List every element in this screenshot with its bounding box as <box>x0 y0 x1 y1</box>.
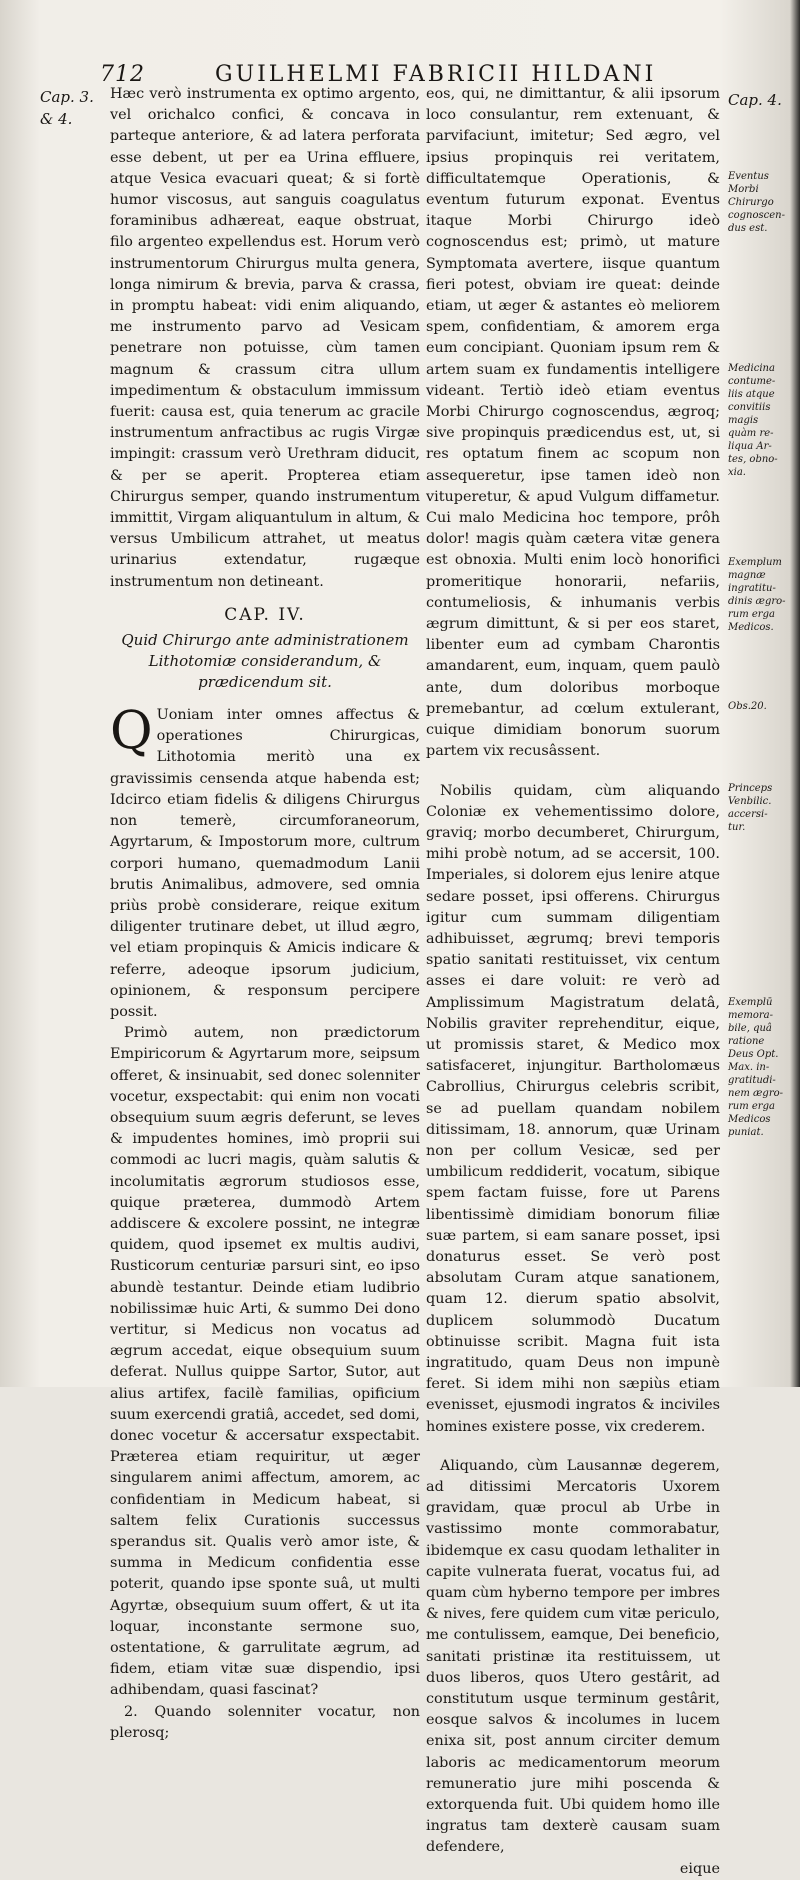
margin-note-eventus: Eventus Morbi Chirurgo cognoscen- dus est. <box>728 171 785 234</box>
paragraph-gap <box>426 763 720 781</box>
paragraph-gap <box>426 1438 720 1456</box>
margin-chapter-ref-right: Cap. 4. <box>728 91 782 109</box>
margin-chapter-ref-left: Cap. 3. & 4. <box>40 88 94 128</box>
left-column <box>110 84 420 1744</box>
paragraph: Primò autem, non prædictorum Empiricorum & Agyrtarum more, seipsum offeret, & insinuabit, sed donec solenniter vocetur, exspectabit: qui enim non vocati obsequium suum ægris deferunt, se leves & impudentes homines, imò proprii sui commodi ac lucri magis, quàm salutis & incolumitatis ægrorum studiosos esse, quique præterea, dummodò Artem addiscere & excolere possint, ne integræ quidem, quod ipsemet ex multis audivi, Rusticorum centuriæ parsuri sint, eo ipso abundè testantur. Deinde etiam ludibrio nobilissimæ huic Arti, & summo Dei dono vertitur, si Medicus non vocatus ad ægrum accedat, eique obsequium suum deferat. Nullus quippe Sartor, Sutor, aut alius artifex, facilè familias, opificium suum exercendi gratiâ, accedet, sed domi, donec vocetur & accersatur exspectabit. Præterea etiam requiritur, ut æger singularem animi affectum, amorem, ac confidentiam in Medicum habeat, si saltem felix Curationis successus sperandus sit. Qualis verò amor iste, & summa in Medicum confidentia esse poterit, quando ipse sponte suâ, ut multi Agyrtæ, obsequium suum offert, & ut ita loquar, inconstante sermone suo, ostentatione, & garrulitate ægrum, ad fidem, etiam vitæ suæ dispendio, ipsi adhibendam, quasi fascinat? <box>110 1025 420 1699</box>
paragraph: 2. Quando solenniter vocatur, non plerosq; <box>110 1703 420 1741</box>
drop-cap: Q <box>110 701 153 762</box>
margin-note-princeps: Princeps Venbilic. accersi- tur. <box>728 783 773 833</box>
catchword: eique <box>679 1860 720 1877</box>
paragraph: Nobilis quidam, cùm aliquando Coloniæ ex vehementissimo dolore, graviq; morbo decumberet, Chirurgum, mihi probè notum, ad se accersit, 100. Imperiales, si dolorem ejus lenire atque sedare posset, ipsi offerens. Chirurgus igitur cum summam diligentiam adhibuisset, ægrumq; brevi temporis spatio sanitati restituisset, vix centum asses ei dare voluit: re verò ad Amplissimum Magistratum delatâ, Nobilis graviter reprehenditur, eique, ut promissis staret, & Medico mox satisfaceret, injungitur. Bartholomæus Cabrollius, Chirurgus celebris scribit, se ad puellam quandam nobilem ditissimam, 18. annorum, quæ Urinam non per collum Vesicæ, sed per umbilicum reddiderit, vocatum, sibique spem factam fuisse, fore ut Parens libentissimè dimidiam bonorum filiæ suæ partem, si eam sanare posset, ipsi donaturus esset. Se verò post absolutam Curam atque sanationem, quam 12. dierum spatio absolvit, duplicem solummodò Ducatum obtinuisse scribit. Magna fuit ista ingratitudo, quam Deus non impunè feret. Si idem mihi non sæpiùs etiam evenisset, ejusmodi ingratos & inciviles homines existere posse, vix crederem. <box>426 782 720 1435</box>
chapter-subtitle: Quid Chirurgo ante administrationem Lithotomiæ considerandum, & prædicendum sit. <box>121 631 409 692</box>
paragraph: eos, qui, ne dimittantur, & alii ipsorum loco consulantur, rem extenuant, & parvifaciunt, imitetur; Sed ægro, vel ipsius propinquis rei veritatem, difficultatemque Operationis, & eventum futurum exponat. Eventus itaque Morbi Chirurgo ideò cognoscendus est; primò, ut mature Symptomata avertere, iisque quantum fieri potest, obviam ire queat: deinde etiam, ut æger & astantes eò meliorem spem, confidentiam, & amorem erga eum concipiant. Quoniam ipsum rem & artem suam ex fundamentis intelligere videant. Tertiò ideò etiam eventus Morbi Chirurgo cognoscendus, ægroq; sive propinquis prædicendus est, ut, si res optatum finem ac scopum non assequeretur, ipse tamen ideò non vituperetur, & apud Vulgum diffametur. Cui malo Medicina hoc tempore, prôh dolor! magis quàm cætera vitæ genera est obnoxia. Multi enim locò honorifici promeritique honorarii, nefariis, contumeliosis, & inhumanis verbis ægrum dimittunt, & si per eos staret, libenter eum ad cymbam Charontis amandarent, eum, inquam, quem paulò ante, dum doloribus morboque premebantur, ad cœlum extulerant, cuique dimidiam bonorum suorum partem vix recusâssent. <box>426 86 720 760</box>
page-number: 712 <box>100 62 145 87</box>
paragraph-text: Uoniam inter omnes affectus & operationes Chirurgicas, Lithotomia meritò una ex gravissimis censenda atque habenda est; Idcirco etiam fidelis & diligens Chirurgus non temerè, circumforaneorum, Agyrtarum, & Impostorum more, cultrum corpori humano, quemadmodum Lanii brutis Animalibus, admovere, sed omnia priùs probè considerare, reique exitum diligenter trutinare debet, ut illud ægro, vel etiam propinquis & Amicis indicare & referre, adeoque ipsorum judicium, opinionem, & responsum percipere possit. <box>110 707 420 1020</box>
chapter-heading: CAP. IV. <box>224 604 306 625</box>
paragraph <box>110 701 420 1023</box>
paragraph: Hæc verò instrumenta ex optimo argento, vel orichalco confici, & concava in parteque anteriore, & ad latera perforata esse debent, ut per ea Urina effluere, atque Vesica evacuari queat; & si fortè humor viscosus, aut sanguis coagulatus foraminibus adhæreat, eaque obstruat, filo argenteo expellendus est. Horum verò instrumentorum Chirurgus multa genera, longa nimirum & brevia, parva & crassa, in promptu habeat: vidi enim aliquando, me instrumento parvo ad Vesicam penetrare non potuisse, cùm tamen magnum & crassum citra ullum impedimentum & obstaculum immissum fuerit: causa est, quia tenerum ac gracile instrumentum anfractibus ac rugis Virgæ impingit: crassum verò Urethram diducit, & per se aperit. Propterea etiam Chirurgus semper, quando instrumentum immittit, Virgam aliquantulum in altum, & versus Umbilicum attrahet, ut meatus urinarius extendatur, rugæque instrumentum non detineant. <box>110 86 420 590</box>
margin-note-medicina: Medicina contume- liis atque convitiis magis quàm re- liqua Ar- tes, obno- xia. <box>728 363 778 478</box>
margin-note-exemplum: Exemplum magnæ ingratitu- dinis ægro- rum erga Medicos. <box>728 557 786 633</box>
margin-note-exemplum-memorabile: Exemplū memora- bile, quâ ratione Deus Opt. Max. in- gratitudi- nem ægro- rum erga Medicos puniat. <box>728 997 783 1138</box>
right-column <box>426 84 720 1880</box>
margin-note-observation: Obs.20. <box>728 701 767 712</box>
paragraph: Aliquando, cùm Lausannæ degerem, ad ditissimi Mercatoris Uxorem gravidam, quæ procul ab Urbe in vastissimo monte commorabatur, ibidemque ex casu quodam lethaliter in capite vulnerata fuerat, vocatus fui, ad quam cùm hyberno tempore per imbres & nives, fere quidem cum vitæ periculo, me contulissem, eamque, Dei beneficio, sanitati pristinæ ita restituissem, ut duos liberos, quos Utero gestârit, ad constitutum usque terminum gestârit, eosque salvos & incolumes in lucem enixa sit, post annum circiter demum laboris ac medicamentorum meorum remuneratio jure mihi poscenda & extorquenda fuit. Ubi quidem homo ille ingratus tam dexterè causam suam defendere, <box>426 1457 720 1856</box>
running-title: GUILHELMI FABRICII HILDANI <box>215 62 657 87</box>
